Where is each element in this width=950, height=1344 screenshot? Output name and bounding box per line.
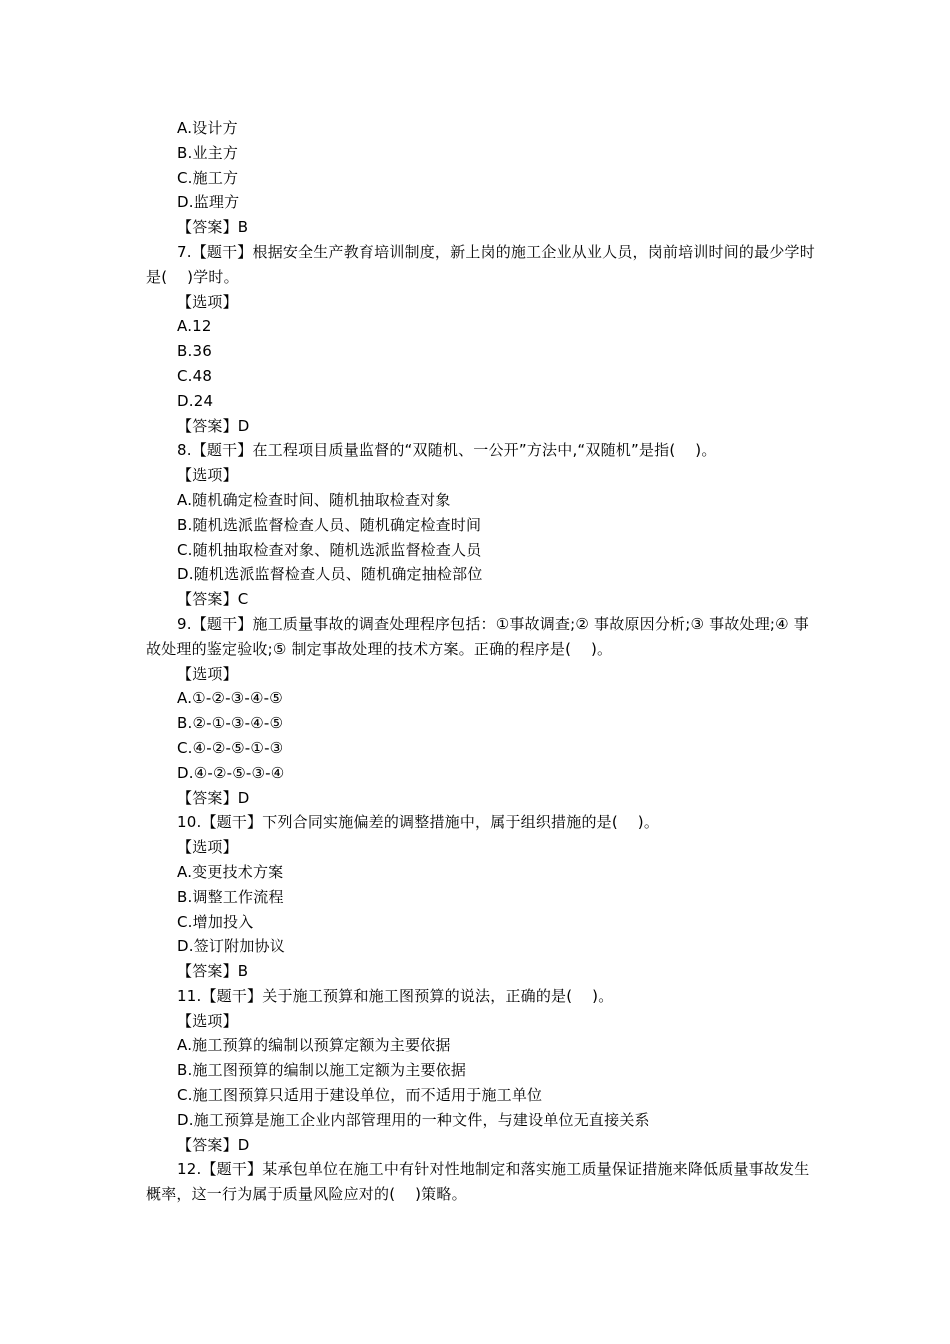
document-body (146, 116, 816, 1207)
option-line: C.增加投入 (177, 912, 254, 931)
option-line: A.设计方 (177, 119, 238, 137)
option-line: C.随机抽取检查对象、随机选派监督检查人员 (177, 540, 482, 559)
answer-line: 【答案】D (177, 1135, 250, 1154)
answer-line: 【答案】B (177, 218, 249, 237)
option-line: D.施工预算是施工企业内部管理用的一种文件，与建设单位无直接关系 (177, 1110, 650, 1129)
answer-line: 【答案】C (177, 590, 249, 609)
option-line: D.签订附加协议 (177, 937, 285, 956)
option-line: C.④-②-⑤-①-③ (177, 738, 284, 757)
option-line: A.①-②-③-④-⑤ (177, 689, 283, 708)
option-line: B.随机选派监督检查人员、随机确定检查时间 (177, 515, 482, 534)
question-stem: 12.【题干】某承包单位在施工中有针对性地制定和落实施工质量保证措施来降低质量事故发生概率，这一行为属于质量风险应对的( )策略。 (146, 1160, 810, 1204)
option-line: A.施工预算的编制以预算定额为主要依据 (177, 1036, 451, 1055)
options-label: 【选项】 (177, 664, 238, 683)
answer-line: 【答案】D (177, 788, 250, 807)
question-stem: 11.【题干】关于施工预算和施工图预算的说法，正确的是( )。 (177, 986, 614, 1005)
options-label: 【选项】 (177, 838, 238, 857)
answer-line: 【答案】D (177, 416, 250, 435)
question-stem: 9.【题干】施工质量事故的调查处理程序包括：①事故调查;② 事故原因分析;③ 事故处理;④ 事故处理的鉴定验收;⑤ 制定事故处理的技术方案。正确的程序是( )。 (146, 614, 809, 658)
option-line: B.②-①-③-④-⑤ (177, 714, 284, 733)
option-line: C.48 (177, 366, 213, 385)
option-line: B.36 (177, 342, 212, 361)
question-stem: 8.【题干】在工程项目质量监督的“双随机、一公开”方法中,“双随机”是指( )。 (177, 441, 717, 460)
option-line: A.12 (177, 317, 212, 336)
question-stem: 7.【题干】根据安全生产教育培训制度，新上岗的施工企业从业人员，岗前培训时间的最少学时是( )学时。 (146, 242, 815, 286)
option-line: D.④-②-⑤-③-④ (177, 763, 285, 782)
option-line: A.变更技术方案 (177, 862, 284, 881)
option-line: C.施工方 (177, 168, 239, 187)
option-line: C.施工图预算只适用于建设单位，而不适用于施工单位 (177, 1086, 543, 1105)
option-line: A.随机确定检查时间、随机抽取检查对象 (177, 490, 451, 509)
option-line: B.施工图预算的编制以施工定额为主要依据 (177, 1061, 467, 1080)
options-label: 【选项】 (177, 466, 238, 485)
option-line: D.监理方 (177, 193, 240, 212)
options-label: 【选项】 (177, 1011, 238, 1030)
options-label: 【选项】 (177, 292, 238, 311)
answer-line: 【答案】B (177, 962, 249, 981)
option-line: B.调整工作流程 (177, 887, 284, 906)
option-line: D.随机选派监督检查人员、随机确定抽检部位 (177, 565, 483, 584)
question-stem: 10.【题干】下列合同实施偏差的调整措施中，属于组织措施的是( )。 (177, 813, 660, 832)
option-line: B.业主方 (177, 143, 239, 162)
option-line: D.24 (177, 391, 214, 410)
